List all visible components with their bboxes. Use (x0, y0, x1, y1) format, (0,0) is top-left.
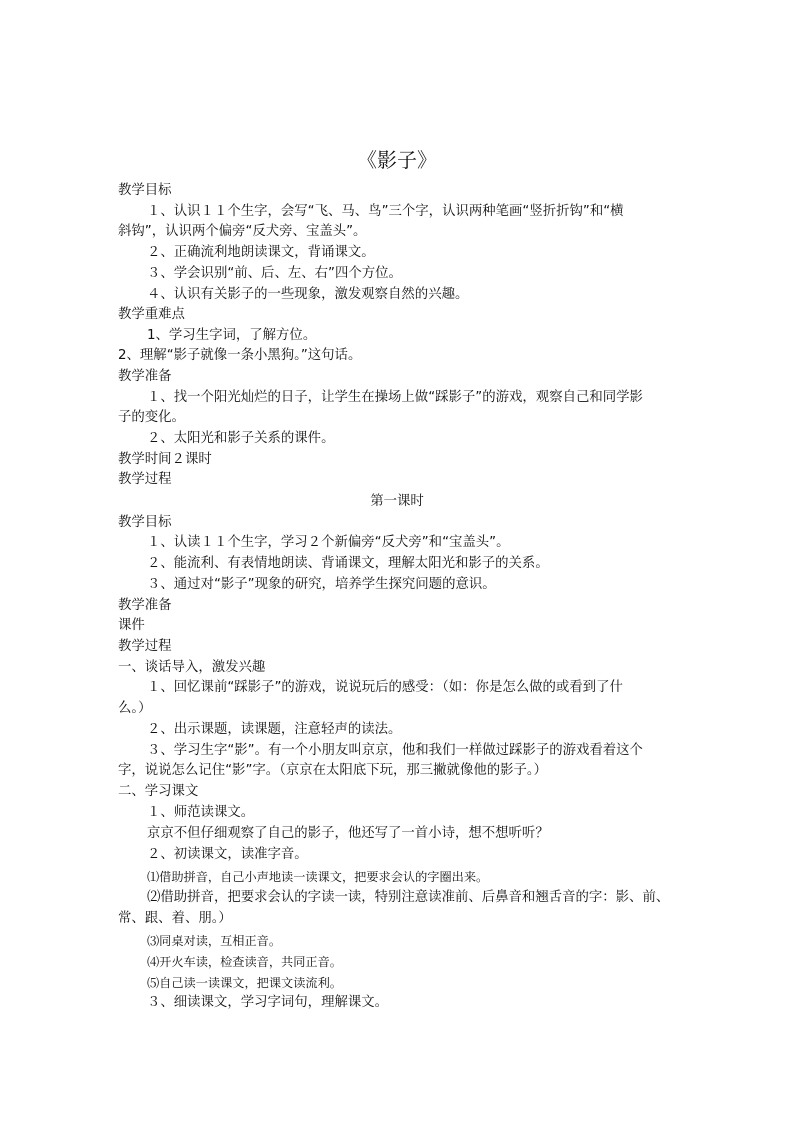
section-heading: 教学时间２课时 (118, 452, 212, 467)
text-line: ⑸自己读一读课文，把课文读流利。 (147, 976, 342, 990)
text-line: １、认读１１个生字，学习２个新偏旁“反犬旁”和“宝盖头”。 (147, 535, 510, 550)
section-heading: 教学过程 (118, 639, 172, 654)
section-heading: 二、学习课文 (118, 784, 199, 799)
text-line: ⑴借助拼音，自己小声地读一读课文，把要求会认的字圈出来。 (147, 870, 489, 884)
section-heading: 教学目标 (118, 183, 172, 198)
text-line: 子的变化。 (118, 410, 185, 425)
text-line: 课件 (118, 618, 145, 633)
text-line: ３、学会识别“前、后、左、右”四个方位。 (147, 266, 402, 281)
text-line: 2、理解“影子就像一条小黑狗。”这句话。 (118, 348, 362, 363)
text-line: 常、跟、着、朋。） (118, 911, 232, 926)
text-line: ⑵借助拼音，把要求会认的字读一读，特别注意读准前、后鼻音和翘舌音的字：影、前、 (147, 890, 670, 905)
section-heading: 教学准备 (118, 598, 172, 613)
text-line: ⑷开火车读，检查读音，共同正音。 (147, 955, 342, 969)
text-line: １、找一个阳光灿烂的日子，让学生在操场上做“踩影子”的游戏，观察自己和同学影 (147, 390, 643, 405)
text-line: ３、学习生字“影”。有一个小朋友叫京京，他和我们一样做过踩影子的游戏看着这个 (147, 743, 643, 758)
text-line: ２、能流利、有表情地朗读、背诵课文，理解太阳光和影子的关系。 (147, 556, 549, 571)
text-line: 京京不但仔细观察了自己的影子，他还写了一首小诗，想不想听听？ (147, 826, 549, 841)
text-line: ３、通过对“影子”现象的研究，培养学生探究问题的意识。 (147, 577, 496, 592)
text-line: 字，说说怎么记住“影”字。（京京在太阳底下玩，那三撇就像他的影子。） (118, 763, 547, 778)
lesson-heading: 第一课时 (370, 494, 424, 509)
text-line: ⑶同桌对读，互相正音。 (147, 934, 282, 948)
text-line: １、认识１１个生字，会写“飞、马、鸟”三个字，认识两种笔画“竖折折钩”和“横 (147, 204, 624, 219)
section-heading: 教学过程 (118, 472, 172, 487)
text-line: １、师范读课文。 (147, 805, 255, 820)
section-heading: 教学准备 (118, 369, 172, 384)
section-heading: 教学目标 (118, 515, 172, 530)
text-line: 1、学习生字词，了解方位。 (147, 328, 317, 343)
section-heading: 教学重难点 (118, 307, 185, 322)
text-line: ３、细读课文，学习字词句，理解课文。 (147, 995, 389, 1010)
text-line: 么。） (118, 701, 152, 716)
text-line: ２、出示课题，读课题，注意轻声的读法。 (147, 722, 402, 737)
section-heading: 一、谈话导入，激发兴趣 (118, 660, 266, 675)
text-line: ２、初读课文，读准字音。 (147, 847, 308, 862)
text-line: ２、太阳光和影子关系的课件。 (147, 431, 335, 446)
text-line: １、回忆课前“踩影子”的游戏，说说玩后的感受：（如：你是怎么做的或看到了什 (147, 680, 623, 695)
text-line: 斜钩”，认识两个偏旁“反犬旁、宝盖头”。 (118, 224, 367, 239)
text-line: ４、认识有关影子的一些现象，激发观察自然的兴趣。 (147, 287, 469, 302)
document-title: 《影子》 (357, 148, 437, 172)
text-line: ２、正确流利地朗读课文，背诵课文。 (147, 245, 375, 260)
